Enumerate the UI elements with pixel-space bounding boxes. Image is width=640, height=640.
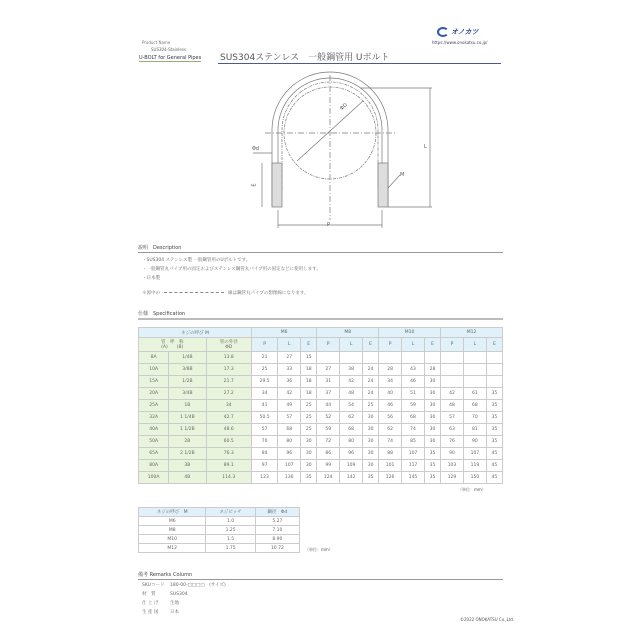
thread-col-header: ネジピッチ	[206, 508, 255, 517]
nominal-label: 管 呼 称	[161, 340, 184, 345]
table-cell: 29.5	[251, 376, 277, 388]
table-cell: 24	[363, 376, 379, 388]
table-cell: 63	[441, 424, 464, 436]
table-cell: 21.7	[206, 376, 251, 388]
table-cell: 59	[402, 400, 425, 412]
table-cell: 34	[206, 400, 251, 412]
table-cell: 18	[301, 388, 317, 400]
table-cell: 30	[301, 448, 317, 460]
od-sub: ΦD	[225, 345, 233, 350]
logo-mark-icon	[437, 27, 449, 37]
table-row	[139, 388, 503, 400]
description-bullet: ・一般鋼管丸パイプ用の固定およびステンレス鋼管丸パイプ用の固定などに使用します。	[142, 267, 321, 272]
table-cell: 126	[379, 472, 402, 484]
table-cell: 54	[340, 400, 363, 412]
table-cell: 25	[251, 364, 277, 376]
table-cell: 42.7	[206, 412, 251, 424]
table-cell: 48	[340, 388, 363, 400]
label-length: L	[424, 144, 427, 150]
table-cell: 28	[424, 364, 440, 376]
description-note	[142, 290, 309, 296]
spec-unit: （単位：mm）	[458, 487, 486, 492]
table-cell: 30	[424, 388, 440, 400]
table-cell: 38	[340, 364, 363, 376]
table-cell: 1.5	[206, 535, 255, 544]
table-cell: 40A	[139, 424, 169, 436]
table-cell: 96	[340, 448, 363, 460]
table-cell: 45	[486, 460, 502, 472]
table-row	[139, 460, 503, 472]
table-row	[139, 412, 503, 424]
table-cell: 1/4B	[169, 352, 206, 364]
table-cell: 13.8	[206, 352, 251, 364]
table-cell: 44	[317, 400, 340, 412]
description-heading: 説明 Description	[138, 244, 503, 253]
table-cell: 30	[301, 436, 317, 448]
table-cell: 57	[251, 424, 277, 436]
table-cell: 42	[340, 376, 363, 388]
table-cell: 30	[424, 400, 440, 412]
sub-header: P	[379, 338, 402, 352]
label-thread-length: E	[251, 183, 258, 187]
table-cell: 41	[251, 400, 277, 412]
table-cell: 24	[363, 364, 379, 376]
table-cell: 34	[379, 376, 402, 388]
table-row	[139, 376, 503, 388]
table-row	[139, 544, 300, 553]
table-cell: 70	[251, 436, 277, 448]
spec-heading: 仕様 Specification	[138, 310, 503, 320]
table-cell: 101	[379, 460, 402, 472]
sub-header: P	[251, 338, 277, 352]
table-cell: 48.6	[206, 424, 251, 436]
table-cell: 81	[463, 424, 486, 436]
table-cell: 30	[424, 424, 440, 436]
table-cell: 35	[424, 448, 440, 460]
sub-header: L	[402, 338, 425, 352]
table-cell: 3/8B	[169, 364, 206, 376]
table-cell: 18	[301, 376, 317, 388]
thread-header: ネジの呼び M	[139, 328, 252, 338]
table-row	[139, 424, 503, 436]
nominal-header	[139, 338, 207, 352]
sub-header: E	[301, 338, 317, 352]
table-cell: 30	[424, 412, 440, 424]
table-cell: 107	[463, 448, 486, 460]
table-cell	[441, 352, 464, 364]
table-cell: M8	[139, 526, 206, 535]
table-cell	[463, 352, 486, 364]
table-cell: 124	[317, 472, 340, 484]
table-cell: 80A	[139, 460, 169, 472]
table-row	[139, 448, 503, 460]
table-cell: 10.72	[255, 544, 299, 553]
table-cell: 117	[402, 460, 425, 472]
table-cell: 68	[402, 412, 425, 424]
table-cell: 2 1/2B	[169, 448, 206, 460]
table-cell	[486, 376, 502, 388]
table-cell: M6	[139, 517, 206, 526]
table-cell: 40	[379, 388, 402, 400]
group-header: M12	[441, 328, 503, 338]
sub-header: L	[278, 338, 301, 352]
spec-table	[138, 327, 503, 484]
table-cell: 72	[317, 436, 340, 448]
table-cell: 1 1/4B	[169, 412, 206, 424]
table-cell: 62	[340, 412, 363, 424]
table-cell	[363, 352, 379, 364]
description-bullet: ・SUS304 ステンレス製 一般鋼管用のUボルトです。	[142, 258, 251, 263]
table-cell: 145	[402, 472, 425, 484]
table-cell: 3B	[169, 460, 206, 472]
table-cell: 80	[278, 436, 301, 448]
table-cell: 35	[486, 436, 502, 448]
table-cell	[441, 364, 464, 376]
table-cell: 32A	[139, 412, 169, 424]
remark-value: 180-00-□□□□ (サイズ)	[170, 583, 226, 588]
remark-label: SKUコード	[142, 583, 165, 588]
table-row	[139, 364, 503, 376]
company-logo	[437, 27, 479, 37]
table-cell: 35	[486, 388, 502, 400]
label-thread: M	[400, 172, 405, 178]
table-cell: 1.75	[206, 544, 255, 553]
thread-col-header: ネジの呼び M	[139, 508, 206, 517]
table-cell: 74	[379, 436, 402, 448]
table-cell: M12	[139, 544, 206, 553]
table-cell: 5.27	[255, 517, 299, 526]
group-header: M6	[251, 328, 316, 338]
table-cell: 35	[424, 472, 440, 484]
table-cell: 136	[278, 472, 301, 484]
table-cell: 62	[379, 424, 402, 436]
table-cell	[402, 352, 425, 364]
thread-unit: （単位：mm）	[305, 547, 333, 552]
table-row	[139, 352, 503, 364]
table-cell: 57	[278, 412, 301, 424]
remark-row	[142, 600, 179, 606]
table-cell: 35	[486, 424, 502, 436]
table-cell: 25	[301, 412, 317, 424]
table-cell	[379, 352, 402, 364]
table-cell: 25A	[139, 400, 169, 412]
table-row	[139, 535, 300, 544]
table-cell: 103	[441, 460, 464, 472]
table-cell: 36	[278, 376, 301, 388]
table-cell: 34	[251, 388, 277, 400]
table-cell: 86	[317, 448, 340, 460]
table-cell: 30	[363, 460, 379, 472]
table-cell: 59	[317, 424, 340, 436]
table-cell: 35	[424, 460, 440, 472]
table-cell: 51	[402, 388, 425, 400]
note-suffix: 線は鋼管丸パイプの想像線になります。	[228, 291, 309, 296]
table-cell: 1.0	[206, 517, 255, 526]
table-cell: 35	[486, 400, 502, 412]
table-cell: 18	[301, 364, 317, 376]
table-cell: 45	[486, 448, 502, 460]
table-cell: 107	[402, 448, 425, 460]
page-title: SUS304ステンレス 一般鋼管用 Uボルト	[220, 53, 390, 63]
table-cell: 28	[379, 364, 402, 376]
table-cell	[424, 352, 440, 364]
table-cell: 68	[463, 400, 486, 412]
table-cell: 109	[340, 460, 363, 472]
table-row	[139, 400, 503, 412]
table-cell: 2B	[169, 436, 206, 448]
sub-header: E	[486, 338, 502, 352]
table-cell: 35	[486, 412, 502, 424]
remarks-heading: 備考 Remarks Column	[138, 571, 503, 580]
table-cell: 27	[317, 364, 340, 376]
table-cell: 17.3	[206, 364, 251, 376]
table-cell: 15	[301, 352, 317, 364]
remark-row	[142, 582, 226, 588]
table-cell: 65A	[139, 448, 169, 460]
table-cell: 43	[402, 364, 425, 376]
table-row	[139, 472, 503, 484]
table-cell: 35	[363, 472, 379, 484]
table-cell: 42	[278, 388, 301, 400]
table-cell: 37	[317, 388, 340, 400]
table-cell: 70	[463, 412, 486, 424]
table-cell: 99	[317, 460, 340, 472]
table-cell	[463, 364, 486, 376]
remark-label: 生 産 国	[142, 610, 159, 615]
table-cell: 35	[301, 472, 317, 484]
label-outer-diameter: ΦD	[338, 102, 349, 112]
table-cell: 1.25	[206, 526, 255, 535]
table-cell: 31	[317, 376, 340, 388]
table-row	[139, 436, 503, 448]
table-row	[139, 526, 300, 535]
od-header	[206, 338, 251, 352]
table-cell: 52	[317, 412, 340, 424]
remark-value: SUS304	[170, 592, 188, 597]
table-cell: 114.3	[206, 472, 251, 484]
label-pitch: P	[327, 222, 331, 228]
table-cell	[441, 376, 464, 388]
table-cell: 1 1/2B	[169, 424, 206, 436]
table-cell: 25	[301, 424, 317, 436]
note-prefix: ＊図中の	[142, 291, 160, 296]
table-cell: 61	[463, 388, 486, 400]
table-cell	[317, 352, 340, 364]
table-cell: 30	[424, 436, 440, 448]
u-bolt-drawing	[220, 70, 450, 240]
table-cell: 21	[251, 352, 277, 364]
table-row	[139, 517, 300, 526]
table-cell: 30	[363, 412, 379, 424]
remark-label: 材 質	[142, 592, 156, 597]
table-cell: 46	[402, 376, 425, 388]
remark-row	[142, 609, 179, 615]
table-cell: 33	[278, 364, 301, 376]
table-cell: 10A	[139, 364, 169, 376]
table-cell: 90	[463, 436, 486, 448]
table-cell: 49	[278, 400, 301, 412]
product-name-label: Product Name	[142, 40, 171, 45]
phantom-line-sample	[164, 292, 224, 293]
table-cell: 76	[441, 436, 464, 448]
table-cell: 15A	[139, 376, 169, 388]
table-cell: 74	[402, 424, 425, 436]
label-wire-diameter: Φd	[252, 146, 260, 152]
table-cell: 142	[340, 472, 363, 484]
table-cell: 60.5	[206, 436, 251, 448]
table-cell: 4B	[169, 472, 206, 484]
table-cell: 7.10	[255, 526, 299, 535]
logo-text: オノカツ	[451, 28, 479, 36]
table-cell: 50A	[139, 436, 169, 448]
table-cell: 88	[379, 448, 402, 460]
table-cell: 20A	[139, 388, 169, 400]
product-line-2: U-BOLT for General Pipes	[139, 55, 202, 61]
description-bullet: ・日本製	[142, 276, 160, 281]
col-a: (A)	[161, 345, 168, 350]
table-cell	[486, 352, 502, 364]
table-cell: 68	[340, 424, 363, 436]
table-cell: 30	[301, 460, 317, 472]
table-cell: 80	[340, 436, 363, 448]
sub-header: P	[441, 338, 464, 352]
table-cell: 89.1	[206, 460, 251, 472]
remark-label: 仕 上 げ	[142, 601, 159, 606]
product-line-1: SUS304-Stainless	[151, 47, 187, 52]
table-cell: 25	[363, 400, 379, 412]
copyright: ©2022 ONOKATSU Co.,Ltd.	[460, 617, 515, 622]
table-cell: 30	[424, 376, 440, 388]
table-cell: 56	[379, 412, 402, 424]
remark-value: 日本	[170, 610, 179, 615]
table-cell: 27	[278, 352, 301, 364]
table-cell: 123	[251, 472, 277, 484]
table-cell: 8.90	[255, 535, 299, 544]
table-cell: 45	[486, 472, 502, 484]
table-cell: 27.2	[206, 388, 251, 400]
table-cell: 107	[278, 460, 301, 472]
table-cell: 84	[251, 448, 277, 460]
company-url[interactable]: https://www.onokatsu.co.jp/	[432, 40, 488, 45]
table-cell: 90	[441, 448, 464, 460]
thread-col-header: 鋼径 Φd	[255, 508, 299, 517]
table-cell: 85	[402, 436, 425, 448]
remark-value: 生地	[170, 601, 179, 606]
table-cell	[486, 364, 502, 376]
table-cell: 30	[363, 448, 379, 460]
sub-header: L	[463, 338, 486, 352]
table-cell: 8A	[139, 352, 169, 364]
table-cell: 68	[278, 424, 301, 436]
table-cell: 30	[363, 424, 379, 436]
sub-header: E	[424, 338, 440, 352]
od-label: 管の外径	[219, 340, 238, 345]
table-cell: 46	[379, 400, 402, 412]
sub-header: P	[317, 338, 340, 352]
title-underline	[218, 63, 501, 64]
table-cell: 42	[441, 388, 464, 400]
table-cell: 76.3	[206, 448, 251, 460]
table-cell: 25	[301, 400, 317, 412]
group-header: M8	[317, 328, 379, 338]
table-cell: 96	[278, 448, 301, 460]
table-cell: 30	[363, 436, 379, 448]
thread-table	[138, 507, 300, 553]
table-cell: 100A	[139, 472, 169, 484]
col-b: (B)	[176, 345, 184, 350]
table-cell: 50.5	[251, 412, 277, 424]
table-cell: 1/2B	[169, 376, 206, 388]
table-cell: 119	[463, 460, 486, 472]
table-cell: 150	[463, 472, 486, 484]
table-cell: 48	[441, 400, 464, 412]
table-cell	[340, 352, 363, 364]
table-cell: 24	[363, 388, 379, 400]
group-header: M10	[379, 328, 441, 338]
sub-header: E	[363, 338, 379, 352]
remark-row	[142, 591, 188, 597]
table-cell: 129	[441, 472, 464, 484]
table-cell: 3/4B	[169, 388, 206, 400]
table-cell: M10	[139, 535, 206, 544]
table-cell: 1B	[169, 400, 206, 412]
table-cell: 97	[251, 460, 277, 472]
sub-header: L	[340, 338, 363, 352]
table-cell: 57	[441, 412, 464, 424]
table-cell	[463, 376, 486, 388]
